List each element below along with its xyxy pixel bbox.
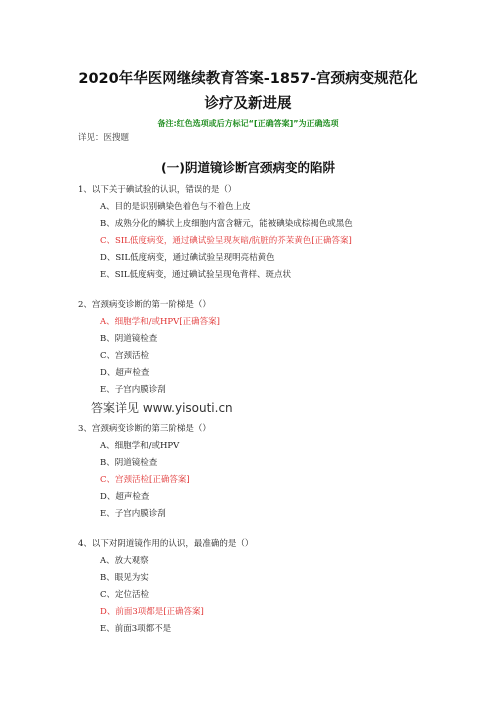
question-1-option-e: E、SIL低度病变，通过碘试验呈现龟背样、斑点状: [100, 270, 292, 280]
question-3-option-d: D、超声检查: [100, 492, 150, 502]
question-3-option-e: E、子宫内膜诊刮: [100, 509, 166, 519]
question-3-stem: 3、宫颈病变诊断的第三阶梯是（）: [78, 424, 211, 434]
question-2-option-e: E、子宫内膜诊刮: [100, 385, 166, 395]
question-4-option-b: B、眼见为实: [100, 573, 149, 583]
question-4-stem: 4、以下对阴道镜作用的认识，最准确的是（）: [78, 539, 254, 549]
section-title: (一)阴道镜诊断宫颈病变的陷阱: [161, 160, 335, 175]
question-2-stem: 2、宫颈病变诊断的第一阶梯是（）: [78, 300, 211, 310]
question-1-option-a: A、目的是识别碘染色着色与不着色上皮: [100, 202, 251, 212]
question-2-option-d: D、超声检查: [100, 368, 150, 378]
question-2-option-c: C、宫颈活检: [100, 351, 150, 361]
document-title-line2: 诊疗及新进展: [204, 96, 292, 112]
question-3-option-b: B、阴道镜检查: [100, 458, 158, 468]
question-1-option-c-correct: C、SIL低度病变，通过碘试验呈现灰暗/肮脏的芥茉黄色[正确答案]: [100, 236, 352, 246]
detail-reference: 详见：医搜题: [78, 133, 130, 143]
question-4-option-c: C、定位活检: [100, 590, 150, 600]
question-4-option-d-correct: D、前面3项都是[正确答案]: [100, 607, 204, 617]
question-2-option-a-correct: A、细胞学和/或HPV[正确答案]: [100, 317, 220, 327]
question-1-option-b: B、成熟分化的鳞状上皮细胞内富含糖元，能被碘染成棕褐色或黑色: [100, 219, 353, 229]
question-3-option-a: A、细胞学和/或HPV: [100, 441, 180, 451]
question-1-option-d: D、SIL低度病变，通过碘试验呈现明亮桔黄色: [100, 253, 275, 263]
question-4-option-e: E、前面3项都不是: [100, 624, 172, 634]
question-3-option-c-correct: C、宫颈活检[正确答案]: [100, 475, 190, 485]
question-2-option-b: B、阴道镜检查: [100, 334, 158, 344]
document-title-line1: 2020年华医网继续教育答案-1857-宫颈病变规范化: [78, 71, 418, 87]
question-4-option-a: A、放大观察: [100, 556, 149, 566]
question-1-stem: 1、以下关于碘试验的认识，错误的是（）: [78, 185, 237, 195]
answer-note: 备注:红色选项或后方标记“[正确答案]”为正确选项: [157, 119, 339, 128]
answer-site-link[interactable]: 答案详见 www.yisouti.cn: [91, 401, 233, 415]
